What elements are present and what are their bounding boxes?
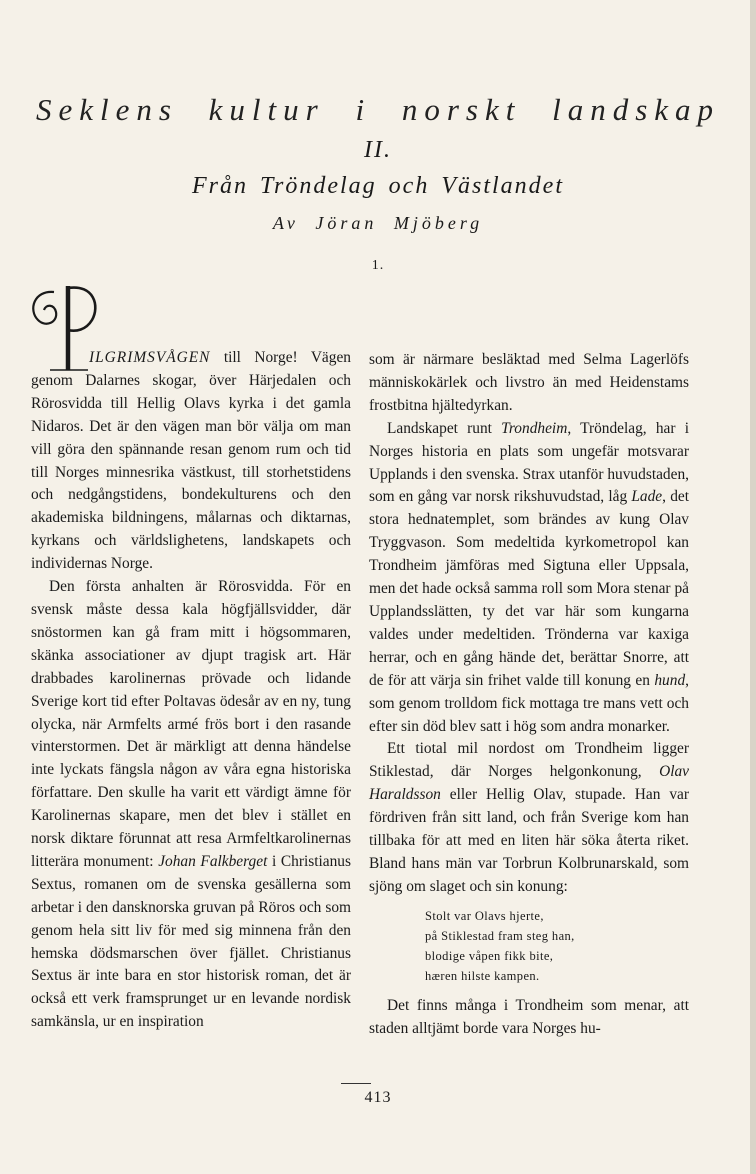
right-paragraph-4: Det finns många i Trondheim som menar, att staden alltjämt borde vara Norges hu- xyxy=(369,996,689,1037)
page-number: 413 xyxy=(364,1089,392,1106)
right-p3-start: Ett tiotal mil nordost om Trondheim ligger Stiklestad, där Norges helgonkonung, xyxy=(369,740,689,781)
olav-name: Olav Haraldsson xyxy=(369,763,689,804)
right-p2-mid1: , Tröndelag, har i Norges historia en plats som ungefär motsvarar Upplands i den svenska. Strax utanför huvudstaden, som en gång var norsk rikshuvudstad, låg xyxy=(369,419,690,506)
article-author: Av Jöran Mjöberg xyxy=(272,213,484,233)
left-p1-text: till Norge! Vägen genom Dalarnes skogar, över Härjedalen och Rörosvidda till Hellig Olavs kyrka i det gamla Nidaros. Det är den vägen man bör välja om man vill göra den spännande resan genom rum och tid till Norges minnesrika västkust, till storhetstidens och nedgångstidens, bondekulturens och den akademiska bildningens, målarnas och diktarnas, kyrkans och världslighetens, landskapets och individernas Norge. xyxy=(31,349,351,573)
hund-word: hund xyxy=(654,671,686,689)
poem-line: hæren hilste kampen. xyxy=(425,968,540,983)
article-subtitle: Från Tröndelag och Västlandet xyxy=(192,173,564,199)
article-part: II. xyxy=(364,137,392,163)
section-number: 1. xyxy=(371,258,385,273)
left-paragraph-1 xyxy=(31,347,351,576)
article-title: Seklens kultur i norskt landskap xyxy=(35,92,721,127)
right-paragraph-1: som är närmare besläktad med Selma Lagerlöfs människokärlek och livstro än med Heidenstams frostbitna hjältedyrkan. xyxy=(369,351,689,414)
trondheim-name: Trondheim xyxy=(501,419,568,437)
right-paragraph-2 xyxy=(369,418,689,739)
left-column xyxy=(31,347,351,1034)
opening-caps: ILGRIMSVÅGEN xyxy=(89,349,211,366)
right-p2-mid2: , det stora hednatemplet, som brändes av kung Olav Tryggvason. Som medeltida kyrkometropol kan Trondheim jämföras med Sigtuna eller Uppsala, men det hade också samma roll som Mora stenar på Upplandsslätten, ty det var här som kungarna valdes under medeltiden. Trönderna var kaxiga herrar, och en gång hände det, berättar Snorre, att de för att värja sin frihet valde till konung en xyxy=(369,488,690,689)
right-paragraph-3 xyxy=(369,738,689,898)
lade-name: Lade xyxy=(631,488,663,506)
left-p2b-text: i Christianus Sextus, romanen om de svenska gesällerna som arbetar i den dansknorska gruvan på Röros och som genom hela sitt liv för med sig minnena från den hemska dödsmarschen över fjället. Christianus Sextus är inte bara en stor historisk roman, det är också ett verk framsprunget ur en levande nordisk samkänsla, ur en inspiration xyxy=(31,852,351,1031)
right-p3-end: eller Hellig Olav, stupade. Han var fördriven från sitt land, och från Sverige kom han tillbaka för att med en liten här söka återta riket. Bland hans män var Torbrun Kolbrunarskald, som sjöng om slaget och sin konung: xyxy=(369,786,689,895)
page-number-rule xyxy=(341,1083,371,1084)
poem-line: Stolt var Olavs hjerte, xyxy=(425,908,544,923)
right-p2-start: Landskapet runt xyxy=(387,419,502,437)
right-column xyxy=(369,349,689,1041)
poem-line: blodige våpen fikk bite, xyxy=(425,948,554,963)
poem-line: på Stiklestad fram steg han, xyxy=(425,928,575,943)
poem xyxy=(425,906,689,986)
left-p2a-text: Den första anhalten är Rörosvidda. För en svensk måste dessa kala högfjällsvidder, där snöstormen kan gå fram mitt i högsommaren, skänka associationer av djupt tragisk art. Här drabbades karolinernas prövade och lidande Sverige kort tid efter Poltavas ödesår av en ny, tung olycka, när Armfelts armé frös bort i den rasande vinterstormen. Det är märkligt att denna händelse inte lyckats fängsla någon av våra egna historiska författare. Den skulle ha varit ett värdigt ämne för Karolinernas skapare, men det blev i stället en norsk diktare förunnat att resa Armfeltkarolinernas litterära monument: xyxy=(31,578,351,870)
left-paragraph-2 xyxy=(31,576,351,1034)
falkberget-name: Johan Falkberget xyxy=(158,852,268,870)
right-p2-end: , som genom trolldom fick mottaga tre mans vett och efter sin död blev satt i hög som andra monarker. xyxy=(369,671,689,735)
